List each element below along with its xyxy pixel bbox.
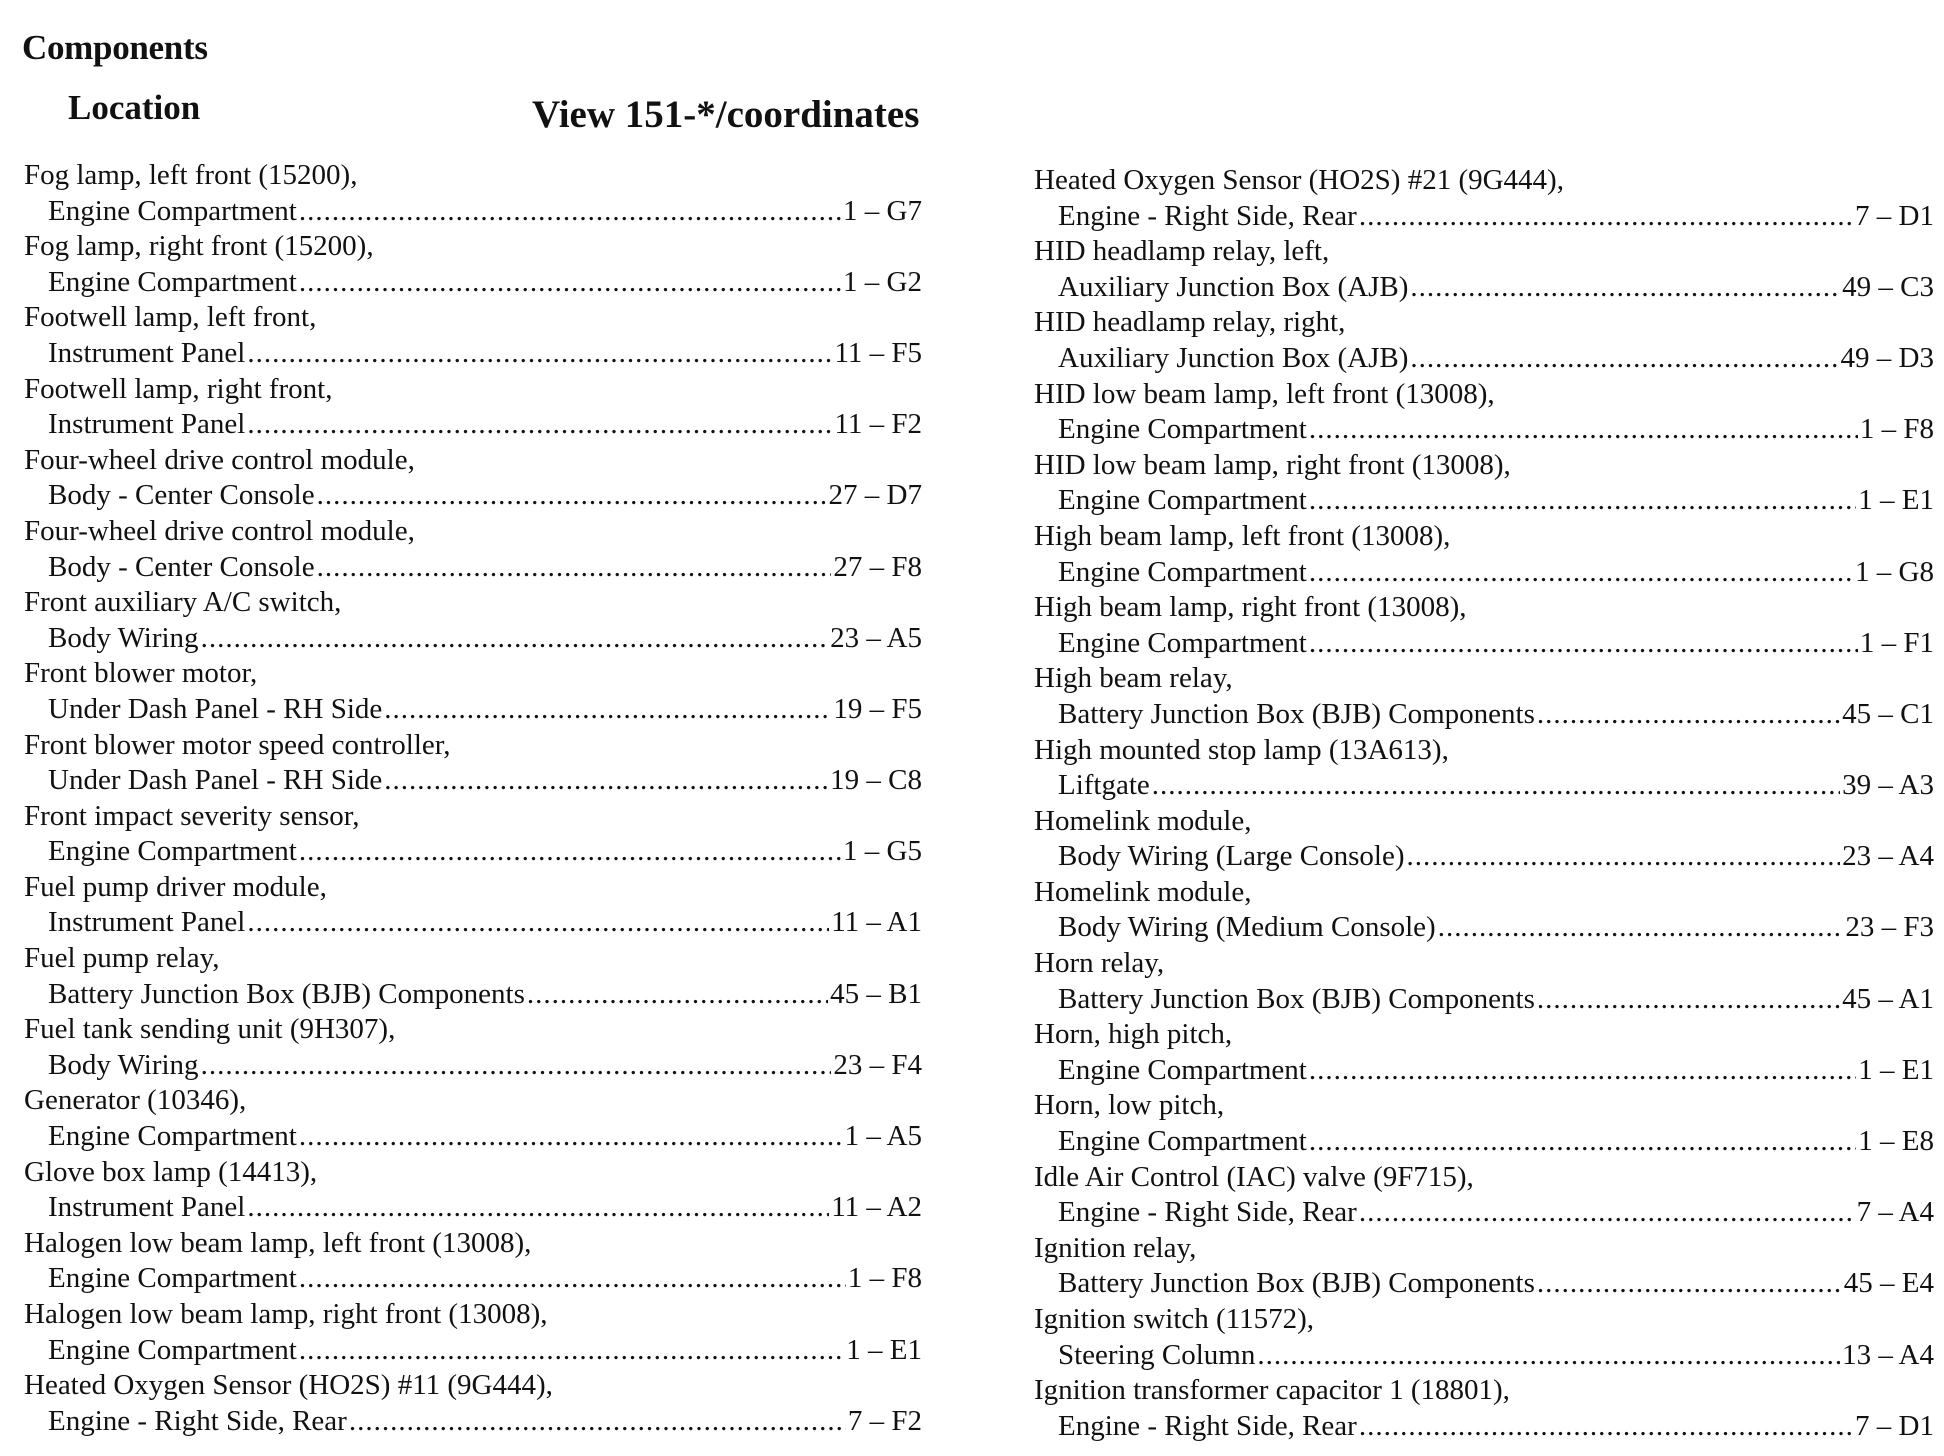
component-title: Fog lamp, right front (15200), bbox=[24, 230, 374, 263]
view-coordinate: 1 – E8 bbox=[1858, 1125, 1934, 1158]
dot-leader bbox=[1309, 483, 1856, 519]
component-title: Four-wheel drive control module, bbox=[24, 514, 415, 547]
component-location: Battery Junction Box (BJB) Components bbox=[1058, 697, 1535, 730]
component-location-row bbox=[1034, 555, 1934, 591]
dot-leader bbox=[1309, 1053, 1856, 1089]
dot-leader bbox=[1309, 555, 1853, 591]
component-location-row bbox=[24, 1048, 922, 1084]
component-title: Fuel pump relay, bbox=[24, 942, 220, 975]
component-entry bbox=[1034, 1231, 1934, 1302]
component-location: Instrument Panel bbox=[48, 1191, 246, 1224]
component-location: Body Wiring bbox=[48, 621, 199, 654]
component-entry bbox=[1034, 804, 1934, 875]
dot-leader bbox=[247, 905, 829, 941]
component-title: High beam lamp, right front (13008), bbox=[1034, 591, 1467, 624]
view-coordinate: 11 – F5 bbox=[834, 336, 922, 369]
view-coordinate: 1 – E1 bbox=[1858, 484, 1934, 517]
dot-leader bbox=[317, 478, 827, 514]
component-location: Battery Junction Box (BJB) Components bbox=[1058, 1267, 1535, 1300]
view-coordinate: 45 – E4 bbox=[1843, 1267, 1934, 1300]
component-entry bbox=[1034, 1302, 1934, 1373]
dot-leader bbox=[247, 1190, 829, 1226]
component-title: Ignition relay, bbox=[1034, 1231, 1197, 1264]
component-entry bbox=[24, 656, 922, 727]
component-title: Ignition switch (11572), bbox=[1034, 1303, 1315, 1335]
dot-leader bbox=[527, 977, 828, 1013]
component-title: High beam lamp, left front (13008), bbox=[1034, 519, 1451, 552]
component-location: Auxiliary Junction Box (AJB) bbox=[1058, 270, 1409, 303]
view-coordinate: 11 – A2 bbox=[831, 1191, 922, 1224]
component-location-row bbox=[1034, 270, 1934, 306]
component-location-row bbox=[24, 1333, 922, 1369]
view-coordinate: 23 – A4 bbox=[1842, 840, 1934, 873]
component-location-row bbox=[24, 407, 922, 443]
component-title: Fog lamp, left front (15200), bbox=[24, 159, 358, 191]
component-title: Homelink module, bbox=[1034, 875, 1252, 908]
view-coordinate: 1 – G7 bbox=[843, 194, 922, 227]
dot-leader bbox=[1438, 910, 1844, 946]
component-location-row bbox=[1034, 341, 1934, 377]
component-location: Battery Junction Box (BJB) Components bbox=[48, 977, 525, 1010]
view-coordinate: 49 – C3 bbox=[1842, 270, 1934, 303]
component-title: Heated Oxygen Sensor (HO2S) #21 (9G444), bbox=[1034, 164, 1564, 196]
view-coordinate: 27 – D7 bbox=[828, 479, 922, 512]
component-location: Body - Center Console bbox=[48, 479, 315, 512]
component-location-row bbox=[24, 763, 922, 799]
component-title: HID headlamp relay, right, bbox=[1034, 306, 1346, 339]
view-coordinate: 27 – F8 bbox=[833, 550, 922, 583]
component-location: Engine Compartment bbox=[1058, 1125, 1307, 1158]
component-location: Body Wiring (Medium Console) bbox=[1058, 911, 1436, 944]
component-location-row bbox=[1034, 1053, 1934, 1089]
component-entry bbox=[24, 1155, 922, 1226]
view-coordinate: 1 – G8 bbox=[1855, 555, 1934, 588]
component-location: Engine - Right Side, Rear bbox=[48, 1404, 347, 1437]
component-entry bbox=[24, 158, 922, 229]
component-entry bbox=[24, 229, 922, 300]
view-coordinate: 19 – F5 bbox=[833, 692, 922, 725]
component-location: Engine Compartment bbox=[1058, 484, 1307, 517]
component-location-row bbox=[1034, 839, 1934, 875]
component-location-row bbox=[24, 265, 922, 301]
component-location-row bbox=[1034, 483, 1934, 519]
dot-leader bbox=[1309, 626, 1858, 662]
view-coordinate: 39 – A3 bbox=[1842, 769, 1934, 802]
dot-leader bbox=[384, 692, 831, 728]
component-title: HID headlamp relay, left, bbox=[1034, 235, 1330, 268]
component-location-row bbox=[24, 1190, 922, 1226]
component-entry bbox=[1034, 305, 1934, 376]
component-title: Front auxiliary A/C switch, bbox=[24, 586, 342, 619]
dot-leader bbox=[299, 1333, 844, 1369]
component-title: High beam relay, bbox=[1034, 662, 1233, 695]
component-location: Steering Column bbox=[1058, 1338, 1256, 1371]
component-title: Fuel pump driver module, bbox=[24, 870, 327, 903]
component-location-row bbox=[24, 977, 922, 1013]
component-title: Front impact severity sensor, bbox=[24, 799, 360, 832]
dot-leader bbox=[1309, 412, 1858, 448]
component-title: Horn relay, bbox=[1034, 947, 1165, 980]
view-coordinate: 1 – G5 bbox=[843, 835, 922, 868]
view-coordinate: 1 – E1 bbox=[846, 1333, 922, 1366]
component-entry bbox=[1034, 590, 1934, 661]
component-location: Engine Compartment bbox=[48, 194, 297, 227]
component-location-row bbox=[24, 336, 922, 372]
component-entry bbox=[1034, 448, 1934, 519]
component-entry bbox=[24, 300, 922, 371]
component-location: Engine - Right Side, Rear bbox=[1058, 199, 1357, 232]
component-entry bbox=[1034, 875, 1934, 946]
component-title: Idle Air Control (IAC) valve (9F715), bbox=[1034, 1160, 1474, 1193]
component-location: Instrument Panel bbox=[48, 408, 246, 441]
view-coordinate: 1 – A5 bbox=[844, 1120, 922, 1153]
component-location-row bbox=[1034, 1338, 1934, 1374]
dot-leader bbox=[1537, 982, 1840, 1018]
component-entry bbox=[1034, 733, 1934, 804]
component-location-row bbox=[1034, 412, 1934, 448]
dot-leader bbox=[1410, 270, 1840, 306]
component-entry bbox=[24, 728, 922, 799]
dot-leader bbox=[1257, 1338, 1840, 1374]
view-coordinate: 45 – B1 bbox=[830, 977, 922, 1010]
component-location: Under Dash Panel - RH Side bbox=[48, 692, 383, 725]
view-coordinate: 7 – F2 bbox=[847, 1404, 922, 1437]
dot-leader bbox=[201, 1048, 832, 1084]
view-coordinate: 49 – D3 bbox=[1840, 341, 1934, 374]
component-title: Four-wheel drive control module, bbox=[24, 443, 415, 476]
dot-leader bbox=[201, 621, 829, 657]
component-title: Horn, low pitch, bbox=[1034, 1089, 1225, 1122]
component-location-row bbox=[24, 194, 922, 230]
right-component-list bbox=[1034, 163, 1934, 1444]
component-entry bbox=[1034, 234, 1934, 305]
component-location: Instrument Panel bbox=[48, 336, 246, 369]
component-location-row bbox=[24, 621, 922, 657]
component-location: Engine Compartment bbox=[1058, 1053, 1307, 1086]
dot-leader bbox=[317, 550, 832, 586]
location-column-header: Location bbox=[68, 88, 201, 127]
component-location: Engine Compartment bbox=[1058, 555, 1307, 588]
view-coordinate: 23 – F4 bbox=[833, 1048, 922, 1081]
component-entry bbox=[24, 1297, 922, 1368]
dot-leader bbox=[1152, 768, 1840, 804]
component-location-row bbox=[1034, 1266, 1934, 1302]
component-title: High mounted stop lamp (13A613), bbox=[1034, 733, 1449, 766]
component-entry bbox=[24, 1083, 922, 1154]
component-entry bbox=[24, 585, 922, 656]
view-coordinate: 45 – C1 bbox=[1842, 697, 1934, 730]
dot-leader bbox=[349, 1404, 846, 1440]
page-title: Components bbox=[22, 28, 208, 67]
component-entry bbox=[1034, 377, 1934, 448]
component-entry bbox=[24, 443, 922, 514]
component-entry bbox=[1034, 519, 1934, 590]
component-entry bbox=[24, 799, 922, 870]
component-title: Heated Oxygen Sensor (HO2S) #11 (9G444), bbox=[24, 1369, 553, 1402]
component-title: Front blower motor speed controller, bbox=[24, 728, 451, 761]
component-location-row bbox=[1034, 1409, 1934, 1445]
component-entry bbox=[24, 870, 922, 941]
component-entry bbox=[1034, 163, 1934, 234]
dot-leader bbox=[1359, 1409, 1853, 1445]
component-location: Body Wiring (Large Console) bbox=[1058, 840, 1405, 873]
dot-leader bbox=[384, 763, 828, 799]
view-coordinate: 7 – A4 bbox=[1856, 1196, 1934, 1229]
dot-leader bbox=[1410, 341, 1838, 377]
component-location: Engine - Right Side, Rear bbox=[1058, 1409, 1357, 1442]
component-entry bbox=[1034, 1160, 1934, 1231]
component-location-row bbox=[1034, 768, 1934, 804]
component-location-row bbox=[24, 692, 922, 728]
component-entry bbox=[1034, 946, 1934, 1017]
view-coordinate: 1 – E1 bbox=[1858, 1053, 1934, 1086]
view-coordinate: 23 – A5 bbox=[830, 621, 922, 654]
left-component-list bbox=[24, 158, 922, 1439]
component-title: Front blower motor, bbox=[24, 657, 258, 690]
component-location-row bbox=[1034, 697, 1934, 733]
dot-leader bbox=[299, 1261, 846, 1297]
component-location: Engine Compartment bbox=[48, 1262, 297, 1295]
dot-leader bbox=[299, 265, 841, 301]
component-location: Instrument Panel bbox=[48, 906, 246, 939]
dot-leader bbox=[1537, 697, 1840, 733]
component-entry bbox=[1034, 1088, 1934, 1159]
component-title: Fuel tank sending unit (9H307), bbox=[24, 1013, 396, 1046]
view-coordinate: 7 – D1 bbox=[1855, 199, 1934, 232]
component-entry bbox=[24, 514, 922, 585]
component-title: Ignition transformer capacitor 1 (18801), bbox=[1034, 1374, 1510, 1407]
component-location-row bbox=[1034, 626, 1934, 662]
component-entry bbox=[24, 1012, 922, 1083]
component-location: Engine Compartment bbox=[1058, 413, 1307, 446]
component-location: Engine Compartment bbox=[48, 265, 297, 298]
view-coordinate: 1 – F8 bbox=[847, 1262, 922, 1295]
component-location-row bbox=[24, 1404, 922, 1440]
component-entry bbox=[24, 372, 922, 443]
view-coordinate: 13 – A4 bbox=[1842, 1338, 1934, 1371]
component-title: Footwell lamp, left front, bbox=[24, 301, 317, 334]
view-coordinate: 1 – G2 bbox=[843, 265, 922, 298]
dot-leader bbox=[247, 336, 832, 372]
component-location: Engine Compartment bbox=[48, 835, 297, 868]
view-coordinate: 1 – F1 bbox=[1859, 626, 1934, 659]
view-coordinate: 7 – D1 bbox=[1855, 1409, 1934, 1442]
dot-leader bbox=[1537, 1266, 1842, 1302]
dot-leader bbox=[299, 834, 841, 870]
view-coordinate: 45 – A1 bbox=[1842, 982, 1934, 1015]
dot-leader bbox=[299, 1119, 843, 1155]
component-location: Battery Junction Box (BJB) Components bbox=[1058, 982, 1535, 1015]
component-location-row bbox=[24, 834, 922, 870]
component-location-row bbox=[1034, 1195, 1934, 1231]
component-location: Engine Compartment bbox=[1058, 626, 1307, 659]
view-coordinate: 19 – C8 bbox=[830, 764, 922, 797]
view-coordinate: 23 – F3 bbox=[1845, 911, 1934, 944]
dot-leader bbox=[299, 194, 841, 230]
component-entry bbox=[24, 1226, 922, 1297]
component-title: HID low beam lamp, left front (13008), bbox=[1034, 377, 1495, 410]
component-location-row bbox=[1034, 982, 1934, 1018]
component-location-row bbox=[1034, 199, 1934, 235]
component-location-row bbox=[1034, 910, 1934, 946]
component-location: Body - Center Console bbox=[48, 550, 315, 583]
component-entry bbox=[24, 1368, 922, 1439]
component-location: Auxiliary Junction Box (AJB) bbox=[1058, 341, 1409, 374]
view-coordinate: 11 – A1 bbox=[831, 906, 922, 939]
component-location: Liftgate bbox=[1058, 769, 1150, 802]
component-title: Generator (10346), bbox=[24, 1084, 247, 1117]
dot-leader bbox=[1309, 1124, 1856, 1160]
component-title: Homelink module, bbox=[1034, 804, 1252, 837]
component-location: Body Wiring bbox=[48, 1048, 199, 1081]
component-location-row bbox=[24, 905, 922, 941]
dot-leader bbox=[1407, 839, 1841, 875]
component-location-row bbox=[24, 1119, 922, 1155]
component-title: Halogen low beam lamp, right front (13008), bbox=[24, 1298, 548, 1330]
component-location-row bbox=[24, 550, 922, 586]
component-title: Horn, high pitch, bbox=[1034, 1018, 1233, 1051]
component-title: Glove box lamp (14413), bbox=[24, 1155, 318, 1188]
component-location: Under Dash Panel - RH Side bbox=[48, 764, 383, 797]
component-title: Footwell lamp, right front, bbox=[24, 372, 333, 405]
component-title: HID low beam lamp, right front (13008), bbox=[1034, 448, 1511, 481]
component-location: Engine Compartment bbox=[48, 1120, 297, 1153]
view-coordinate: 1 – F8 bbox=[1859, 413, 1934, 446]
component-entry bbox=[1034, 1373, 1934, 1444]
component-entry bbox=[24, 941, 922, 1012]
component-location-row bbox=[24, 1261, 922, 1297]
component-entry bbox=[1034, 1017, 1934, 1088]
view-coordinate: 11 – F2 bbox=[834, 408, 922, 441]
dot-leader bbox=[1359, 1195, 1855, 1231]
component-location-row bbox=[24, 478, 922, 514]
component-location-row bbox=[1034, 1124, 1934, 1160]
view-column-header: View 151-*/coordinates bbox=[532, 93, 920, 136]
dot-leader bbox=[247, 407, 832, 443]
dot-leader bbox=[1359, 199, 1853, 235]
component-title: Halogen low beam lamp, left front (13008), bbox=[24, 1226, 532, 1259]
component-entry bbox=[1034, 661, 1934, 732]
component-location: Engine Compartment bbox=[48, 1333, 297, 1366]
component-location: Engine - Right Side, Rear bbox=[1058, 1196, 1357, 1229]
